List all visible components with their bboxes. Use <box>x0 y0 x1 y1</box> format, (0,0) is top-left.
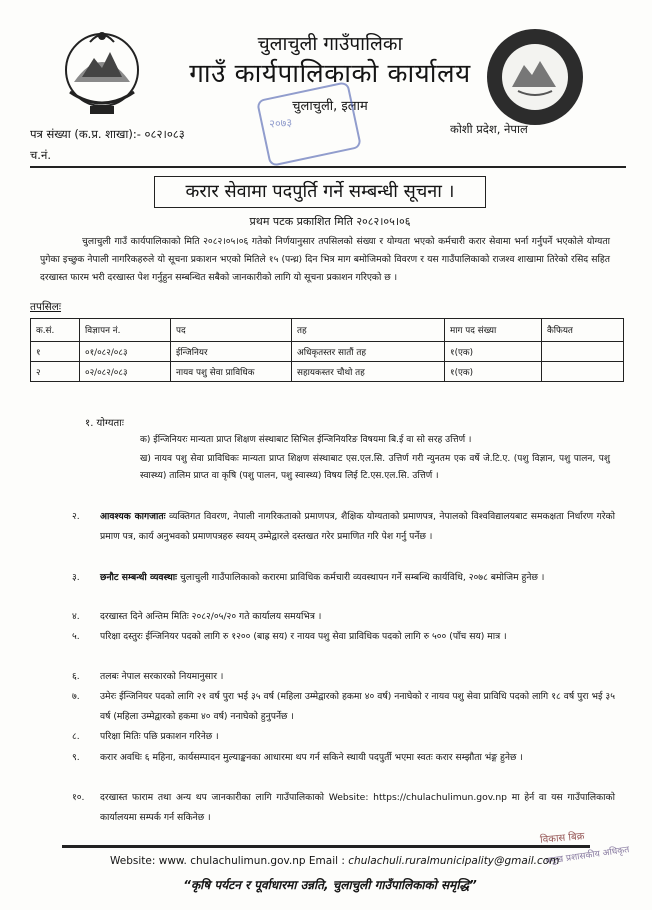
vacancy-table <box>30 318 624 382</box>
footer-email: chulachuli.ruralmunicipality@gmail.com <box>348 855 560 867</box>
col-advert-no: विज्ञापन नं. <box>80 319 171 342</box>
letter-reference: पत्र संख्या (क.प्र. शाखा):- ०८२।०८३ <box>30 127 185 141</box>
item-text: तलबः नेपाल सरकारको नियमानुसार । <box>100 671 224 682</box>
footer-divider <box>62 845 590 848</box>
footer-contact <box>110 855 590 867</box>
table-row <box>31 342 624 362</box>
cell-demand: १(एक) <box>445 342 542 362</box>
requirement-item <box>72 788 615 828</box>
cell-serial: २ <box>31 362 80 382</box>
details-heading: तपसिलः <box>30 301 62 313</box>
item-text: करार अवधिः ६ महिना, कार्यसम्पादन मुल्याङ्कनका आधारमा थप गर्न सकिने स्थायी पदपुर्ती भएमा स्वतः करार सम्झौता भंङ्ग हुनेछ । <box>100 752 523 763</box>
office-stamp-icon: २०७३ <box>256 81 362 167</box>
requirement-item <box>72 568 615 588</box>
cell-level: सहायकस्तर चौथो तह <box>292 362 445 382</box>
cell-remarks <box>542 342 624 362</box>
requirement-item <box>72 667 615 687</box>
signature-name: विकास बिक्र <box>539 831 585 846</box>
col-post: पद <box>171 319 292 342</box>
item-number: १०. <box>72 792 85 803</box>
office-location: चुलाचुली, इलाम <box>292 99 368 114</box>
item-text: परिक्षा दस्तुरः ईन्जिनियर पदको लागि रु १२०० (बाह्र सय) र नायव पशु सेवा प्राविधिक पदको लागि रु ५०० (पाँच सय) मात्र । <box>100 631 507 642</box>
cell-remarks <box>542 362 624 382</box>
province-label: कोशी प्रदेश, नेपाल <box>450 122 528 136</box>
cell-post: नायव पशु सेवा प्राविधिक <box>171 362 292 382</box>
item-text: दरखास्त दिने अन्तिम मितिः २०८२/०५/२० गते कार्यालय समयभित्र । <box>100 611 322 622</box>
item-number: ६. <box>72 671 80 682</box>
item-text: दरखास्त फाराम तथा अन्य थप जानकारीका लागि गाउँपालिकाको Website: https://chulachulimun.gov.np मा हेर्न वा यस गाउँपालिकाको कार्यालयमा सम्पर्क गर्न सकिनेछ । <box>100 792 615 823</box>
table-header-row <box>31 319 624 342</box>
cell-demand: १(एक) <box>445 362 542 382</box>
item-text: चुलाचुली गाउँपालिकाको करारमा प्राविधिक कर्मचारी व्यवस्थापन गर्ने सम्बन्धि कार्यविधि, २०७८ बमोजिम हुनेछ । <box>177 572 545 583</box>
item-text: उमेरः ईन्जिनियर पदको लागि २१ वर्ष पुरा भई ३५ वर्ष (महिला उम्मेद्वारको हकमा ४० वर्ष) ननाघेको र नायव पशु सेवा प्राविधि पदको लागि १८ वर्ष पुरा भई ३५ वर्ष (महिला उम्मेद्वारको हकमा ४० वर्ष) ननाघेको हुनुपर्नेछ । <box>100 691 615 722</box>
municipality-name: चुलाचुली गाउँपालिका <box>257 33 403 55</box>
col-remarks: कैफियत <box>542 319 624 342</box>
item-number: ९. <box>72 752 80 763</box>
qualification-heading: १. योग्यताः <box>85 418 124 429</box>
requirement-item <box>72 727 615 747</box>
item-number: ८. <box>72 731 80 742</box>
cell-serial: १ <box>31 342 80 362</box>
table-row <box>31 362 624 382</box>
item-label: आवश्यक कागजातः <box>100 511 166 522</box>
requirement-item <box>72 507 615 547</box>
cell-level: अधिकृतस्तर सातौं तह <box>292 342 445 362</box>
dispatch-number: च.नं. <box>30 148 51 162</box>
cell-post: ईन्जिनियर <box>171 342 292 362</box>
col-demand: माग पद संख्या <box>445 319 542 342</box>
requirement-item <box>72 627 615 647</box>
requirement-item <box>72 607 615 627</box>
item-number: २. <box>72 511 80 522</box>
qualification-veterinary: ख) नायव पशु सेवा प्राविधिकः मान्यता प्राप्त शिक्षण संस्थाबाट एस.एल.सि. उत्तिर्ण गरी न्युनतम एक वर्षे जे.टि.ए. (पशु विज्ञान, पशु पालन, पशु स्वास्थ्य) तालिम प्राप्त वा कृषि (पशु पालन, पशु स्वास्थ्य) विषय लिई टि.एस.एल.सि. उत्तिर्ण । <box>140 454 610 481</box>
item-text: परिक्षा मितिः पछि प्रकाशन गरिनेछ । <box>100 731 219 742</box>
footer-slogan: “कृषि पर्यटन र पूर्वाधारमा उन्नति, चुलाचुली गाउँपालिकाको समृद्धि” <box>183 878 477 892</box>
item-number: ४. <box>72 611 80 622</box>
requirement-item <box>72 748 615 768</box>
item-number: ३. <box>72 572 80 583</box>
col-level: तह <box>292 319 445 342</box>
nepal-emblem-icon <box>60 22 144 122</box>
cell-advert-no: ०२/०८२/०८३ <box>80 362 171 382</box>
item-number: ७. <box>72 691 80 702</box>
signature-role: प्रमुख प्रशासकीय अधिकृत <box>544 845 630 867</box>
footer-website: Website: www. chulachulimun.gov.np Email : <box>110 855 345 867</box>
col-serial: क.सं. <box>31 319 80 342</box>
qualification-engineer: क) ईन्जिनियरः मान्यता प्राप्त शिक्षण संस्थाबाट सिभिल ईन्जिनियरिङ विषयमा बि.ई वा सो सरह उत्तिर्ण । <box>140 435 472 445</box>
notice-paragraph: चुलाचुली गाउँ कार्यपालिकाको मिति २०८२।०५।०६ गतेको निर्णयानुसार तपसिलको संख्या र योग्यता भएको कर्मचारी करार सेवामा भर्ना गर्नुपर्ने भएकोले योग्यता पुगेका इच्छुक नेपाली नागरिकहरुले यो सूचना प्रकाशन भएको मितिले १५ (पन्ध्र) दिन भित्र माग बमोजिमको विवरण र यस गाउँपालिकाको राजश्व शाखामा तिरेको रसिद सहित दरखास्त फारम भरी दरखास्त पेश गर्नुहुन सम्बन्धित सबैको जानकारीको लागि यो सूचना प्रकाशन गरिएको छ । <box>40 236 610 283</box>
office-name: गाउँ कार्यपालिकाको कार्यालय <box>189 59 471 89</box>
municipality-seal-icon <box>480 25 590 130</box>
item-text: व्यक्तिगत विवरण, नेपाली नागरिकताको प्रमाणपत्र, शैक्षिक योग्यताको प्रमाणपत्र, नेपालको विश्वविद्यालयबाट समकक्षता निर्धारण गरेको प्रमाण पत्र, कार्य अनुभवको प्रमाणपत्रहरु स्वयम् उम्मेद्वारले दस्तखत गरेर प्रमाणित गरि पेश गर्नु पर्नेछ । <box>100 511 615 542</box>
notice-title: करार सेवामा पदपुर्ति गर्ने सम्बन्धी सूचना । <box>154 176 486 208</box>
item-number: ५. <box>72 631 80 642</box>
publication-date: प्रथम पटक प्रकाशित मिति २०८२।०५।०६ <box>249 215 411 228</box>
requirement-item <box>72 687 615 727</box>
header-divider <box>30 166 626 168</box>
item-label: छनौट सम्बन्धी व्यवस्थाः <box>100 572 178 583</box>
cell-advert-no: ०१/०८२/०८३ <box>80 342 171 362</box>
